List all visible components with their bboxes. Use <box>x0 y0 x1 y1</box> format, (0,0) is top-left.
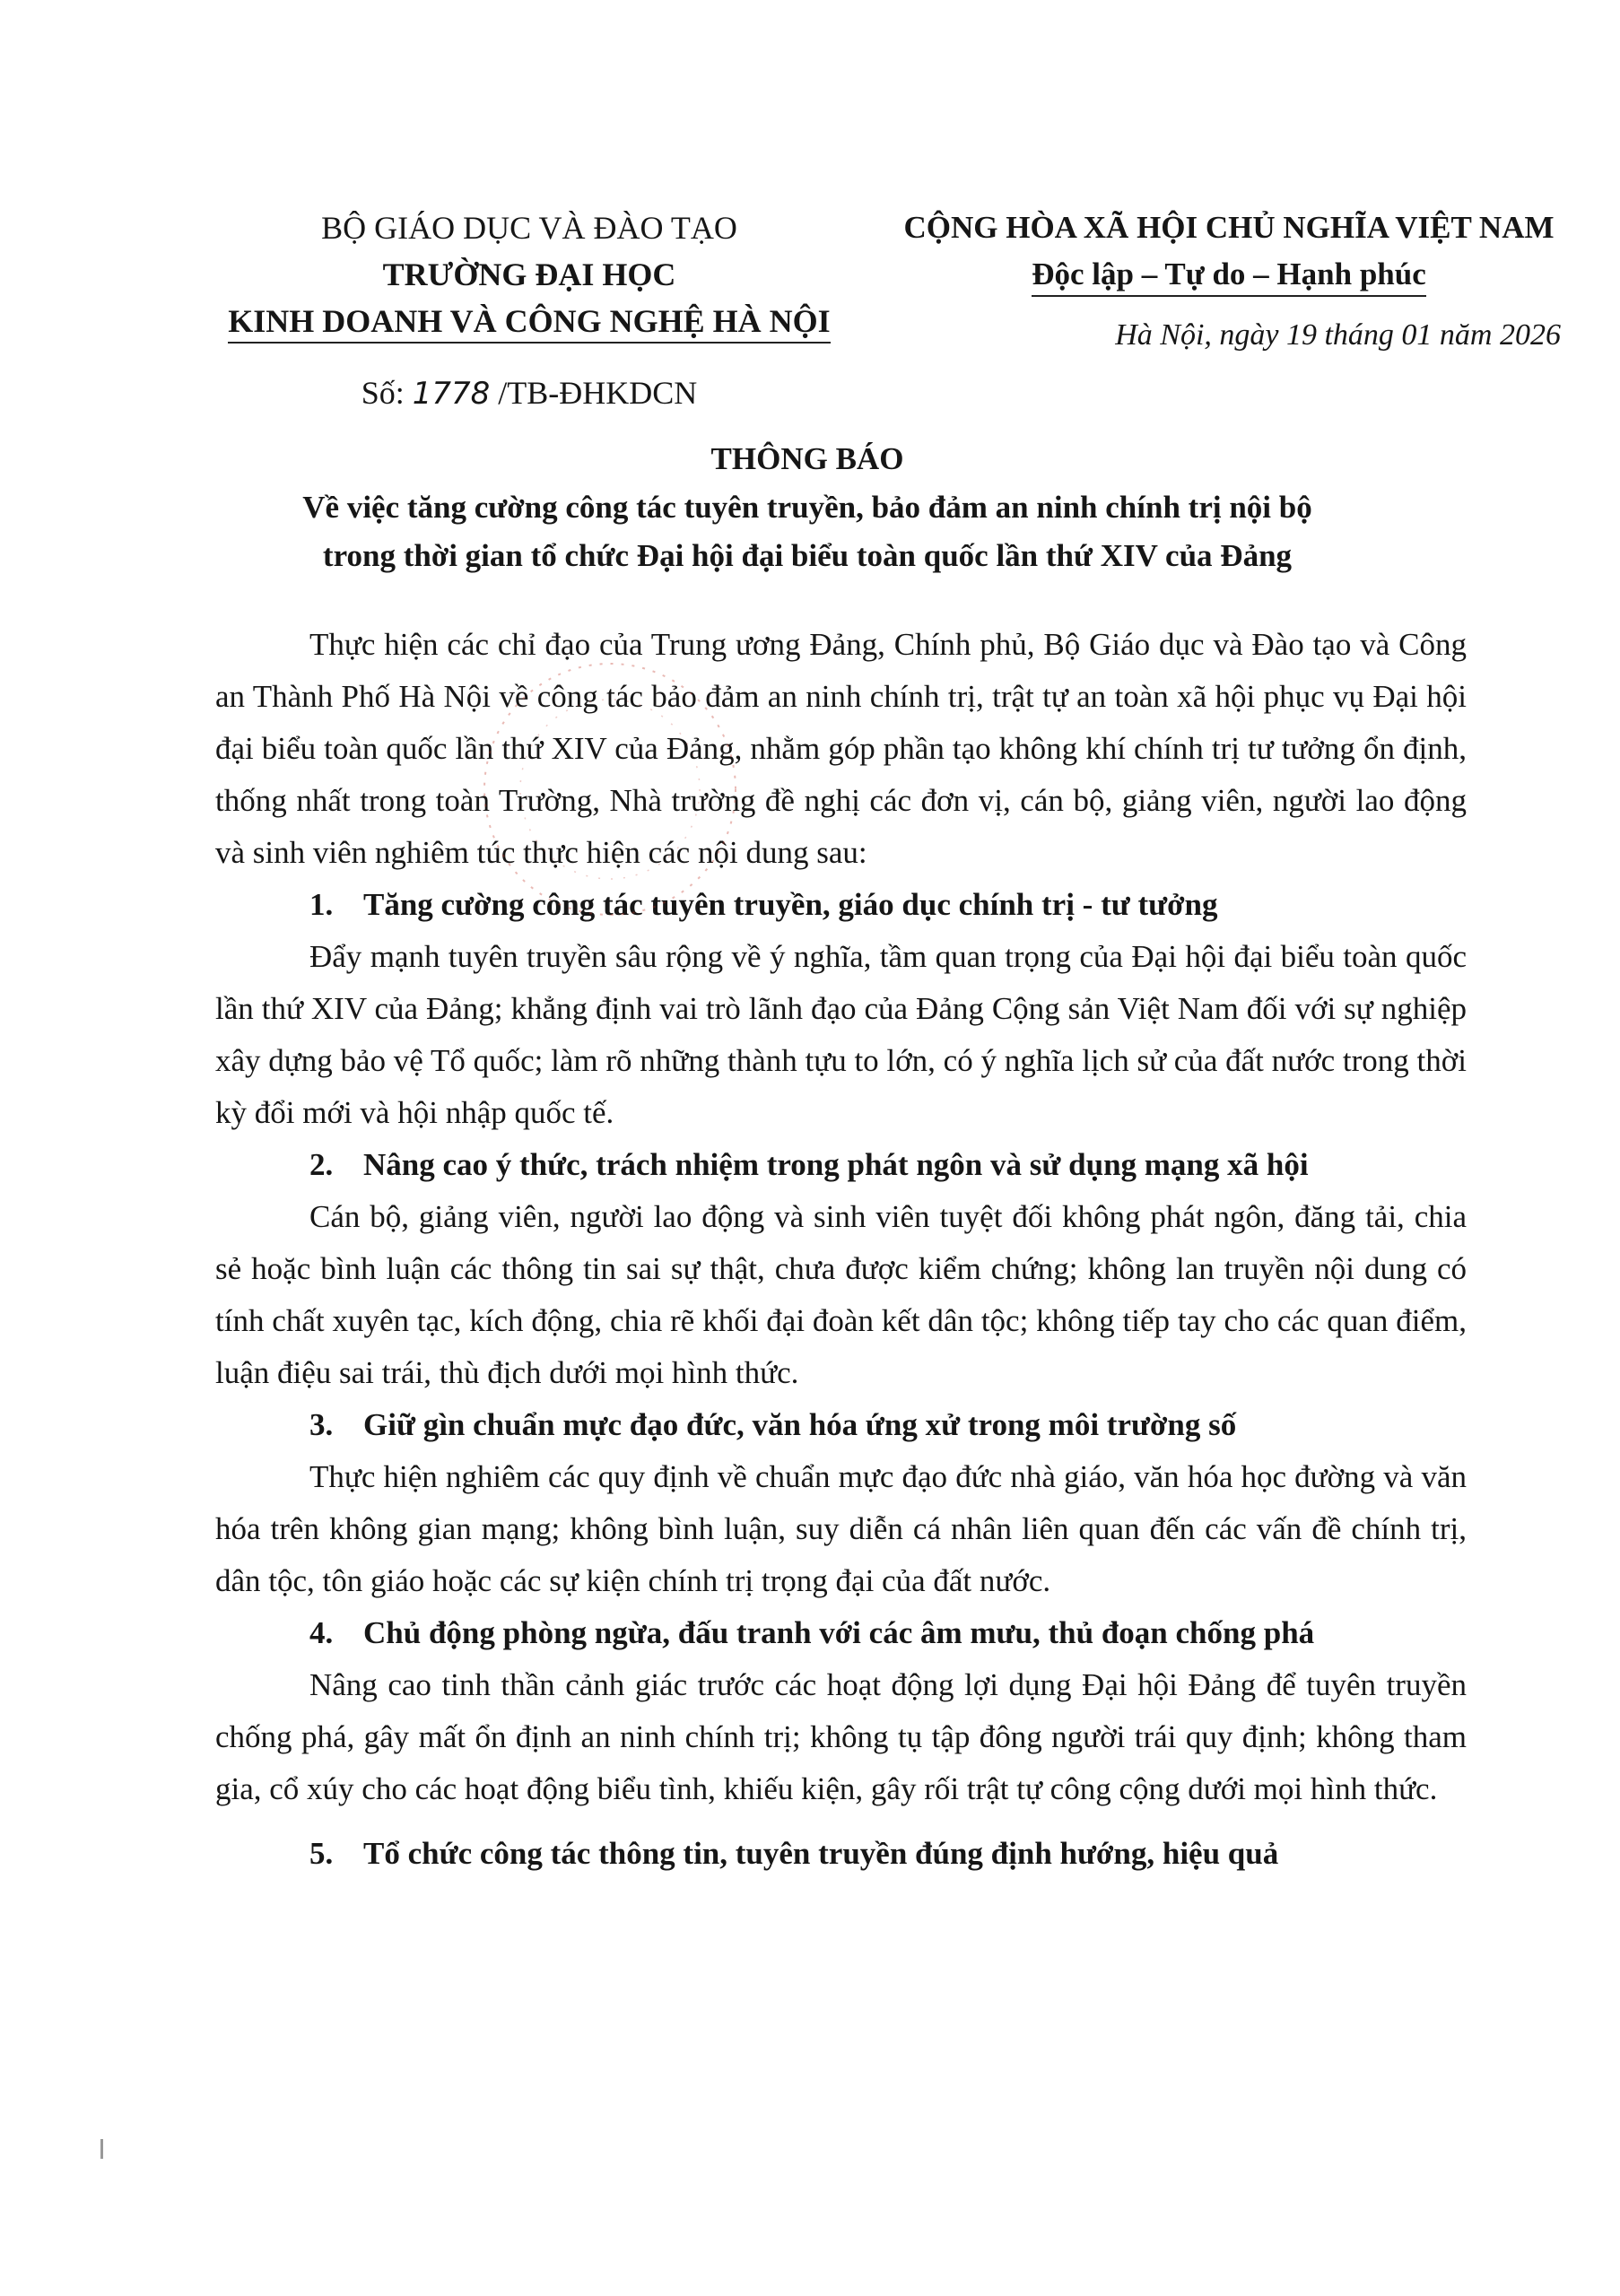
section-heading: 1. Tăng cường công tác tuyên truyền, giáo dục chính trị - tư tưởng <box>309 887 1218 922</box>
school-name-line2: KINH DOANH VÀ CÔNG NGHỆ HÀ NỘI <box>228 300 830 344</box>
school-name-line1: TRƯỜNG ĐẠI HỌC <box>382 257 676 292</box>
national-motto: Độc lập – Tự do – Hạnh phúc <box>1032 254 1426 297</box>
section-paragraph: Đẩy mạnh tuyên truyền sâu rộng về ý nghĩa, tầm quan trọng của Đại hội đại biểu toàn quốc lần thứ XIV của Đảng; khẳng định vai trò lãnh đạo của Đảng Cộng sản Việt Nam đối với sự nghiệp xây dựng bảo vệ Tổ quốc; làm rõ những thành tựu to lớn, có ý nghĩa lịch sử của đất nước trong thời kỳ đổi mới và hội nhập quốc tế. <box>215 939 1467 1130</box>
document-body <box>215 619 1467 1880</box>
section-heading: 2. Nâng cao ý thức, trách nhiệm trong phát ngôn và sử dụng mạng xã hội <box>309 1147 1309 1182</box>
section-heading: 5. Tổ chức công tác thông tin, tuyên truyền đúng định hướng, hiệu quả <box>309 1836 1279 1871</box>
section-paragraph: Thực hiện nghiêm các quy định về chuẩn mực đạo đức nhà giáo, văn hóa học đường và văn hóa trên không gian mạng; không bình luận, suy diễn cá nhân liên quan đến các vấn đề chính trị, dân tộc, tôn giáo hoặc các sự kiện chính trị trọng đại của đất nước. <box>215 1459 1467 1598</box>
national-header <box>888 204 1570 298</box>
margin-mark <box>100 2139 103 2159</box>
intro-paragraph: Thực hiện các chỉ đạo của Trung ương Đảng, Chính phủ, Bộ Giáo dục và Đào tạo và Công an Thành Phố Hà Nội về công tác bảo đảm an ninh chính trị, trật tự an toàn xã hội phục vụ Đại hội đại biểu toàn quốc lần thứ XIV của Đảng, nhằm góp phần tạo không khí chính trị tư tưởng ổn định, thống nhất trong toàn Trường, Nhà trường đề nghị các đơn vị, cán bộ, giảng viên, người lao động và sinh viên nghiêm túc thực hiện các nội dung sau: <box>215 627 1467 870</box>
number-prefix: Số: <box>361 375 405 411</box>
document-title <box>179 435 1435 580</box>
section-paragraph: Cán bộ, giảng viên, người lao động và sinh viên tuyệt đối không phát ngôn, đăng tải, chia sẻ hoặc bình luận các thông tin sai sự thật, chưa được kiểm chứng; không lan truyền nội dung có tính chất xuyên tạc, kích động, chia rẽ khối đại đoàn kết dân tộc; không tiếp tay cho các quan điểm, luận điệu sai trái, thù địch dưới mọi hình thức. <box>215 1199 1467 1390</box>
title-heading: THÔNG BÁO <box>710 441 904 476</box>
title-line2: trong thời gian tổ chức Đại hội đại biểu toàn quốc lần thứ XIV của Đảng <box>322 538 1293 573</box>
country-name: CỘNG HÒA XÃ HỘI CHỦ NGHĨA VIỆT NAM <box>903 210 1555 245</box>
issue-date: Hà Nội, ngày 19 tháng 01 năm 2026 <box>1115 318 1561 352</box>
handwritten-number: 1778 <box>412 376 491 412</box>
section-heading: 3. Giữ gìn chuẩn mực đạo đức, văn hóa ứng xử trong môi trường số <box>309 1407 1237 1442</box>
section-heading: 4. Chủ động phòng ngừa, đấu tranh với các âm mưu, thủ đoạn chống phá <box>309 1615 1315 1650</box>
number-suffix: /TB-ĐHKDCN <box>498 375 698 411</box>
document-number <box>206 370 852 417</box>
title-line1: Về việc tăng cường công tác tuyên truyền, bảo đảm an ninh chính trị nội bộ <box>302 490 1312 525</box>
ministry-name: BỘ GIÁO DỤC VÀ ĐÀO TẠO <box>321 210 737 246</box>
section-paragraph: Nâng cao tinh thần cảnh giác trước các hoạt động lợi dụng Đại hội Đảng để tuyên truyền chống phá, gây mất ổn định an ninh chính trị; không tụ tập đông người trái quy định; không tham gia, cổ xúy cho các hoạt động biểu tình, khiếu kiện, gây rối trật tự công cộng dưới mọi hình thức. <box>215 1667 1467 1806</box>
issuer-block <box>206 204 852 417</box>
